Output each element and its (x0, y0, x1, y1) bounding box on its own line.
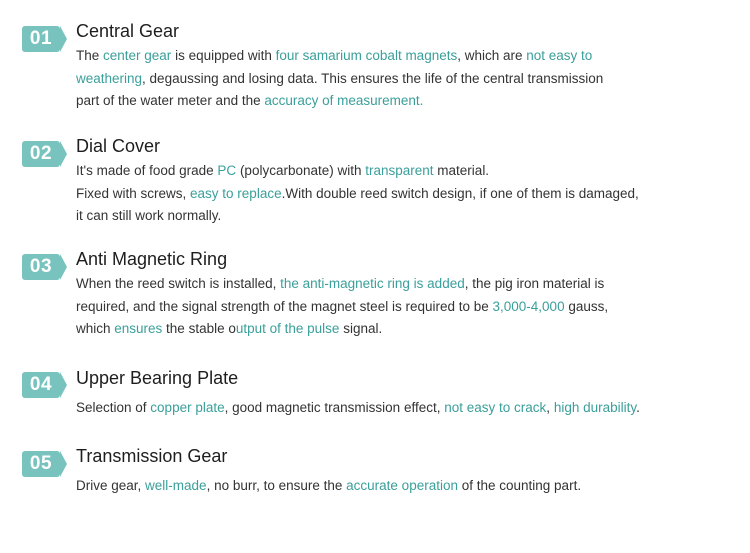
description-line (76, 45, 736, 68)
body-text: the stable o (162, 321, 236, 336)
section-description (76, 475, 736, 498)
highlighted-text: the anti-magnetic ring is added (280, 276, 465, 291)
highlighted-text: copper plate (150, 400, 225, 415)
section-number-badge: 04 (22, 372, 60, 398)
highlighted-text: four samarium cobalt magnets (275, 48, 458, 63)
body-text: , the pig iron material is (464, 276, 605, 291)
description-line (76, 475, 736, 498)
body-text: Drive gear, (76, 478, 146, 493)
body-text: , (546, 400, 554, 415)
body-text: of the counting part. (457, 478, 582, 493)
body-text: it can still work normally. (76, 208, 222, 223)
description-line (76, 68, 736, 91)
description-line (76, 90, 736, 113)
body-text: . (636, 400, 640, 415)
body-text: , which are (457, 48, 527, 63)
body-text: part of the water meter and the (76, 93, 265, 108)
body-text: signal. (339, 321, 383, 336)
body-text: .With double reed switch design, if one of them is damaged, (281, 185, 639, 201)
body-text: is equipped with (171, 48, 276, 63)
description-line (76, 318, 736, 341)
section-title: Anti Magnetic Ring (76, 249, 228, 269)
description-line (76, 205, 736, 228)
highlighted-text: ensures (114, 321, 163, 336)
highlighted-text: not easy to (526, 48, 593, 63)
description-line (76, 397, 736, 420)
highlighted-text: 3,000-4,000 (492, 298, 565, 314)
section-title: Central Gear (76, 21, 180, 41)
section-description (76, 45, 736, 113)
section-number-badge: 02 (22, 141, 60, 167)
section-description (76, 160, 736, 228)
body-text: gauss, (564, 298, 609, 314)
section-description (76, 273, 736, 341)
section-title: Dial Cover (76, 136, 161, 156)
highlighted-text: weathering (76, 70, 143, 86)
body-text: , no burr, to ensure the (206, 478, 347, 493)
section-title: Transmission Gear (76, 446, 228, 466)
description-line (76, 160, 736, 183)
section-title: Upper Bearing Plate (76, 368, 239, 388)
body-text: which (76, 321, 115, 336)
description-line (76, 183, 736, 206)
highlighted-text: high durability (553, 400, 637, 415)
description-line (76, 273, 736, 296)
highlighted-text: transparent (365, 163, 434, 178)
highlighted-text: utput of the pulse (235, 321, 340, 336)
body-text: It's made of food grade (76, 163, 218, 178)
section-number-badge: 05 (22, 451, 60, 477)
description-line (76, 296, 736, 319)
highlighted-text: center gear (103, 48, 172, 63)
section-description (76, 397, 736, 420)
body-text: When the reed switch is installed, (76, 276, 281, 291)
section-number-badge: 03 (22, 254, 60, 280)
body-text: (polycarbonate) with (236, 163, 366, 178)
body-text: material. (433, 163, 490, 178)
highlighted-text: well-made (145, 478, 207, 493)
highlighted-text: easy to replace (190, 185, 282, 201)
body-text: required, and the signal strength of the magnet steel is required to be (76, 298, 493, 314)
highlighted-text: accurate operation (346, 478, 458, 493)
body-text: Selection of (76, 400, 151, 415)
section-number-badge: 01 (22, 26, 60, 52)
body-text: , degaussing and losing data. This ensures the life of the central transmission (142, 70, 604, 86)
highlighted-text: accuracy of measurement. (264, 93, 424, 108)
body-text: Fixed with screws, (76, 185, 191, 201)
body-text: The (76, 48, 104, 63)
highlighted-text: not easy to crack (444, 400, 547, 415)
body-text: , good magnetic transmission effect, (224, 400, 445, 415)
highlighted-text: PC (217, 163, 237, 178)
